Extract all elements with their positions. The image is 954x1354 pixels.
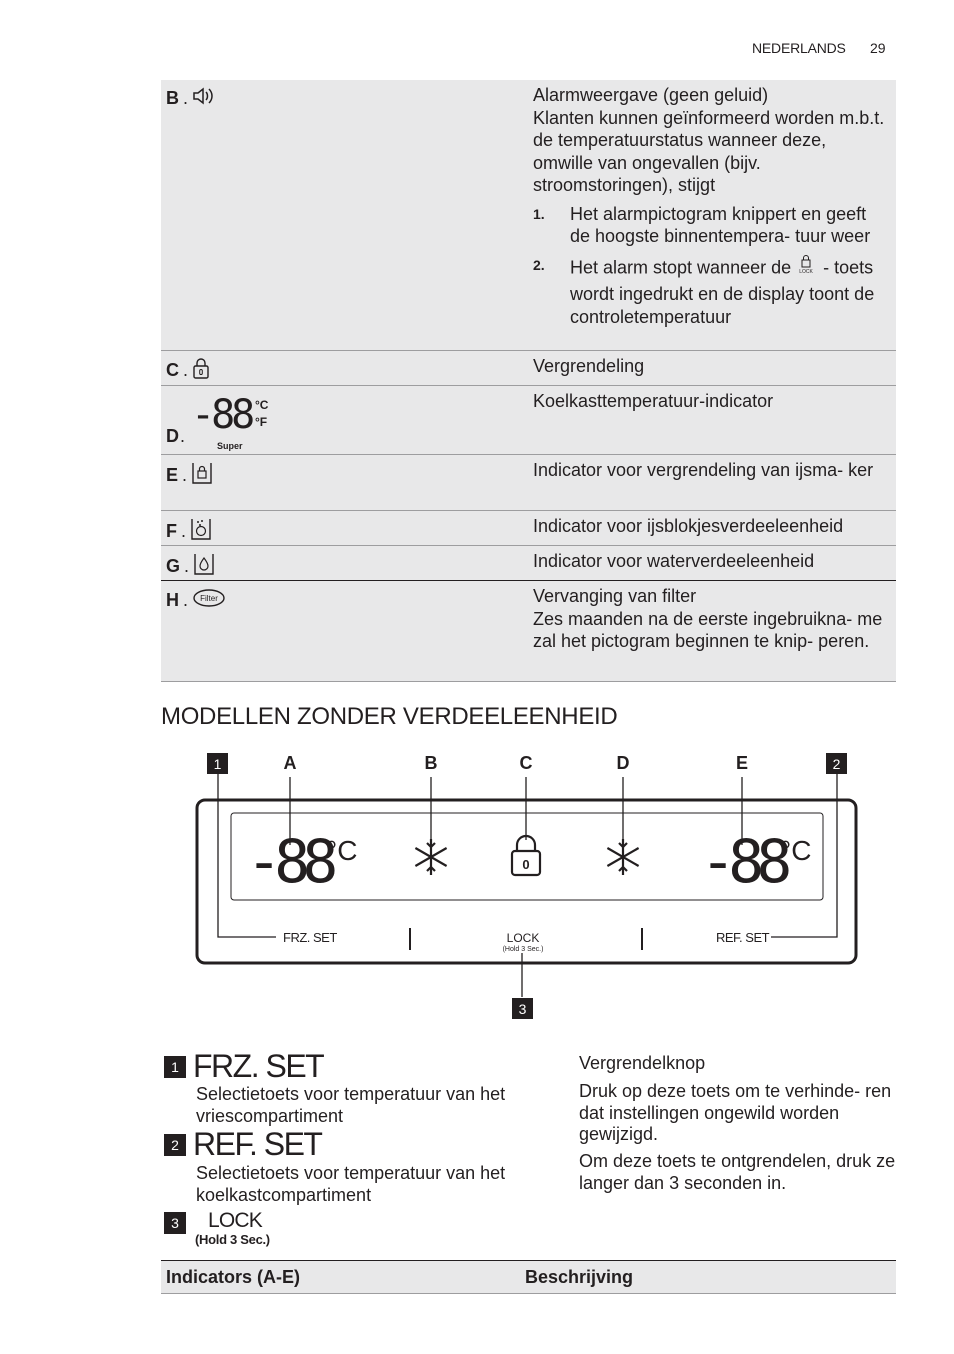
- frz-set-description: Selectietoets voor temperatuur van het vriescompartiment: [196, 1084, 506, 1126]
- indicators-table-header: [161, 1260, 896, 1294]
- indicator-table: [161, 80, 896, 682]
- lock-explanation-title: Vergrendelknop: [579, 1053, 706, 1073]
- label-2: 2: [832, 756, 841, 772]
- list-item: 2. Het alarm stopt wanneer de LOCK - toets wordt ingedrukt en de display toont de controletemperatuur: [533, 254, 888, 329]
- lock-hold-label: (Hold 3 Sec.): [502, 946, 544, 953]
- column-header-indicators: Indicators (A-E): [166, 1266, 301, 1287]
- list-item: 1. Het alarmpictogram knippert en geeft de hoogste binnentempera- tuur weer: [533, 203, 871, 246]
- letter-a: A: [283, 753, 297, 773]
- label-3: 3: [518, 1001, 527, 1017]
- display-digits: -88: [191, 392, 252, 438]
- ref-set-title: REF. SET: [193, 1126, 322, 1162]
- water-dispenser-icon: [193, 552, 215, 581]
- table-row: F . Indicator voor ijsblokjesverdeeleenheid: [161, 511, 896, 546]
- label-3: 3: [164, 1212, 186, 1234]
- table-row: D . -88 °C °F Super Koelkasttemperatuur-indicator: [161, 386, 896, 455]
- lock-button[interactable]: LOCK: [506, 931, 540, 945]
- lock-explanation-text: Druk op deze toets om te verhinde- ren dat instellingen ongewild worden gewijzigd.: [579, 1081, 892, 1144]
- table-row: C . Vergrendeling: [161, 351, 896, 386]
- label-2: 2: [164, 1134, 186, 1156]
- ref-set-description: Selectietoets voor temperatuur van het koelkastcompartiment: [196, 1163, 506, 1205]
- label-1: 1: [164, 1056, 186, 1078]
- svg-text:°C: °C: [780, 835, 812, 866]
- page-language: NEDERLANDS: [752, 40, 846, 56]
- column-header-description: Beschrijving: [525, 1266, 634, 1287]
- table-row: B . Alarmweergave (geen geluid) Klanten kunnen geïnformeerd worden m.b.t. de temperatuurstatus wanneer deze, omwille van ongevallen (bijv. stroomstoringen), stijgt 1. Het alarmpictogram knippert en geeft de hoogste binnentempera- tuur weer 2. Het alarm stopt wanneer de LOCK - toets wordt ingedrukt en de display toont de controletemperatuur: [161, 80, 896, 351]
- lock-title: LOCK: [208, 1209, 262, 1232]
- table-row: H . Filter Vervanging van filter Zes maanden na de eerste ingebruikna- me zal het pictogram beginnen te knip- peren.: [161, 581, 896, 682]
- unit-fahrenheit: °F: [255, 415, 268, 429]
- lock-icon: [512, 836, 540, 875]
- icemaker-lock-icon: [191, 461, 213, 490]
- indicator-description: Alarmweergave (geen geluid): [533, 85, 769, 105]
- ice-dispenser-icon: [190, 517, 212, 546]
- page-number: 29: [870, 40, 886, 56]
- table-row: E . Indicator voor vergrendeling van ijsma- ker: [161, 455, 896, 511]
- svg-text:°C: °C: [326, 835, 358, 866]
- temperature-display-icon: [191, 391, 281, 456]
- control-panel-diagram: [160, 745, 870, 1025]
- section-title: MODELLEN ZONDER VERDEELEENHEID: [161, 703, 618, 730]
- lock-digit: 0: [522, 857, 530, 872]
- label-1: 1: [213, 756, 222, 772]
- indicator-key: B: [166, 88, 179, 108]
- svg-text:-88: -88: [700, 827, 785, 897]
- letter-d: D: [616, 753, 630, 773]
- lock-hold-subtitle: (Hold 3 Sec.): [195, 1232, 270, 1247]
- lock-hold-icon: [796, 254, 818, 284]
- table-row: G . Indicator voor waterverdeeleenheid: [161, 546, 896, 581]
- filter-icon-label: Filter: [200, 594, 218, 603]
- freezer-snowflake-icon: [415, 839, 446, 875]
- letter-c: C: [519, 753, 533, 773]
- super-label: Super: [217, 441, 243, 451]
- step-list: [533, 203, 888, 329]
- speaker-icon: [192, 86, 216, 111]
- svg-text:-88: -88: [246, 827, 331, 897]
- unit-celsius: °C: [255, 398, 269, 412]
- frz-set-title: FRZ. SET: [193, 1048, 324, 1084]
- indicator-description: Klanten kunnen geïnformeerd worden m.b.t. de temperatuurstatus wanneer deze, omwille van ongevallen (bijv. stroomstoringen), stijgt: [533, 107, 885, 195]
- frz-set-button[interactable]: FRZ. SET: [283, 930, 337, 945]
- letter-b: B: [424, 753, 438, 773]
- padlock-icon: [192, 357, 210, 384]
- letter-e: E: [735, 753, 749, 773]
- unlock-explanation-text: Om deze toets te ontgrendelen, druk ze langer dan 3 seconden in.: [579, 1151, 896, 1193]
- ref-set-button[interactable]: REF. SET: [716, 930, 770, 945]
- left-temperature-display: [246, 827, 357, 897]
- fridge-snowflake-icon: [607, 839, 638, 875]
- lock-hold-icon-label: LOCK: [799, 268, 813, 275]
- filter-icon: [192, 587, 226, 614]
- right-temperature-display: [700, 827, 811, 897]
